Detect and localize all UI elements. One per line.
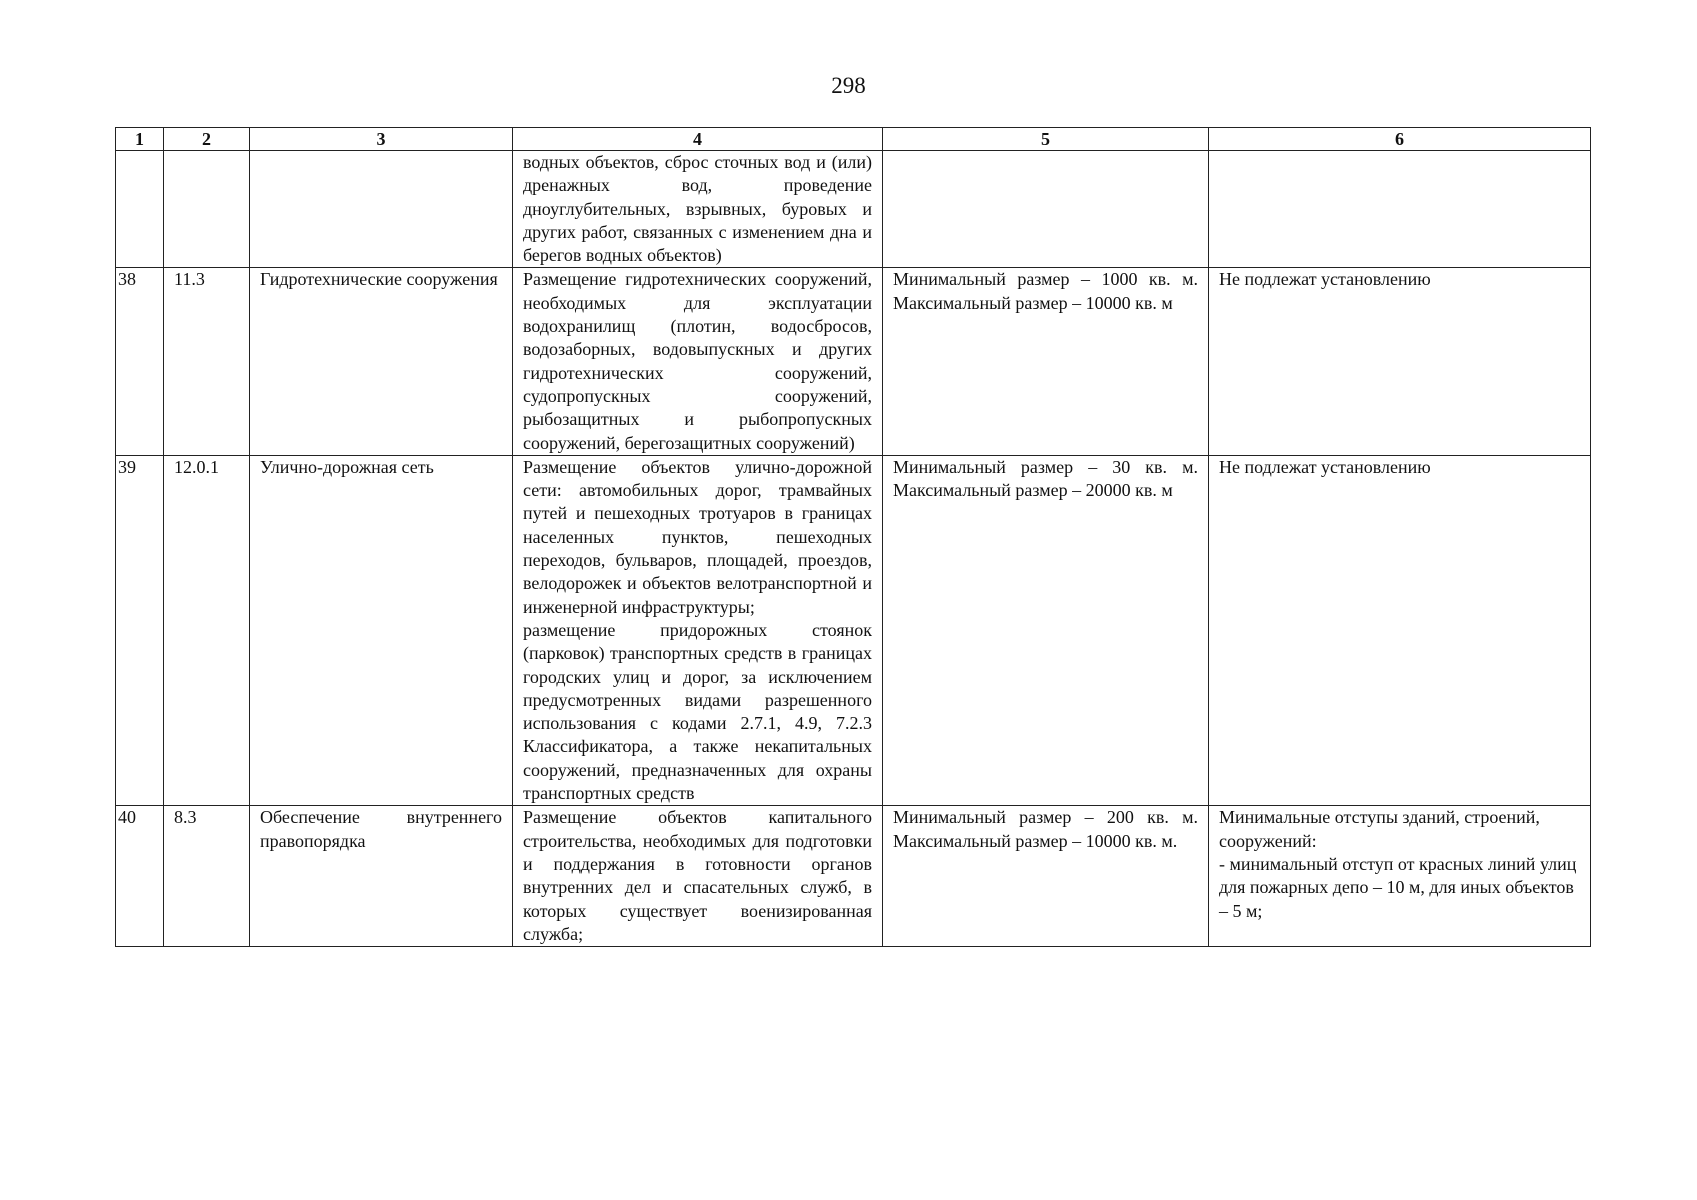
cell-num: 40 <box>116 806 164 947</box>
column-header: 6 <box>1209 128 1591 151</box>
cell-size <box>883 455 1209 805</box>
cell-name <box>250 455 513 805</box>
cell-description <box>513 455 883 805</box>
page-number: 298 <box>831 73 866 98</box>
name-text: Улично-дорожная сеть <box>260 456 434 477</box>
column-header: 5 <box>883 128 1209 151</box>
cell-description <box>513 151 883 268</box>
cell-size <box>883 806 1209 947</box>
cell-setbacks <box>1209 806 1591 947</box>
cell-code: 11.3 <box>164 268 250 455</box>
cell-name <box>250 151 513 268</box>
cell-setbacks <box>1209 455 1591 805</box>
column-header: 1 <box>116 128 164 151</box>
cell-code: 8.3 <box>164 806 250 947</box>
name-text: Гидротехнические сооружения <box>260 269 498 290</box>
column-header: 2 <box>164 128 250 151</box>
cell-code <box>164 151 250 268</box>
setbacks-text: - минимальный отступ от красных линий улиц для пожарных депо – 10 м, для иных объектов – 5 м; <box>1219 853 1577 921</box>
cell-name <box>250 806 513 947</box>
cell-num: 39 <box>116 455 164 805</box>
setbacks-text: Минимальные отступы зданий, строений, сооружений: <box>1219 807 1540 851</box>
table-header-row <box>116 128 1591 151</box>
cell-size <box>883 151 1209 268</box>
column-header: 4 <box>513 128 883 151</box>
size-text: Минимальный размер – 200 кв. м. Максимальный размер – 10000 кв. м. <box>893 807 1198 851</box>
column-header: 3 <box>250 128 513 151</box>
description-text: Размещение объектов капитального строительства, необходимых для подготовки и поддержания в готовности органов внутренних дел и спасательных служб, в которых существует военизированная служба; <box>523 807 872 944</box>
cell-setbacks <box>1209 151 1591 268</box>
cell-num: 38 <box>116 268 164 455</box>
table-row-continuation <box>116 151 1591 268</box>
table-row <box>116 268 1591 455</box>
table-row <box>116 806 1591 947</box>
setbacks-text: Не подлежат установлению <box>1219 269 1431 290</box>
table-row <box>116 455 1591 805</box>
cell-size <box>883 268 1209 455</box>
cell-code: 12.0.1 <box>164 455 250 805</box>
description-text: водных объектов, сброс сточных вод и (или) дренажных вод, проведение дноуглубительных, взрывных, буровых и других работ, связанных с изменением дна и берегов водных объектов) <box>523 152 872 266</box>
size-text: Минимальный размер – 30 кв. м. Максимальный размер – 20000 кв. м <box>893 456 1198 501</box>
name-text: Обеспечение внутреннего правопорядка <box>260 807 502 851</box>
cell-description <box>513 268 883 455</box>
description-text: Размещение объектов улично-дорожной сети: автомобильных дорог, трамвайных путей и пешеходных тротуаров в границах населенных пунктов, пешеходных переходов, бульваров, площадей, проездов, велодорожек и объектов велотранспортной и инженерной инфраструктуры; <box>523 456 872 617</box>
description-text: Размещение гидротехнических сооружений, необходимых для эксплуатации водохранилищ (плотин, водосбросов, водозаборных, водовыпускных и других гидротехнических сооружений, судопропускных сооружений, рыбозащитных и рыбопропускных сооружений, берегозащитных сооружений) <box>523 269 872 453</box>
description-text: размещение придорожных стоянок (парковок) транспортных средств в границах городских улиц и дорог, за исключением предусмотренных видами разрешенного использования с кодами 2.7.1, 4.9, 7.2.3 Классификатора, а также некапитальных сооружений, предназначенных для охраны транспортных средств <box>523 619 872 804</box>
cell-setbacks <box>1209 268 1591 455</box>
cell-name <box>250 268 513 455</box>
size-text: Минимальный размер – 1000 кв. м. Максимальный размер – 10000 кв. м <box>893 269 1198 313</box>
cell-description <box>513 806 883 947</box>
cell-num <box>116 151 164 268</box>
setbacks-text: Не подлежат установлению <box>1219 456 1431 477</box>
land-use-table <box>115 127 1591 947</box>
